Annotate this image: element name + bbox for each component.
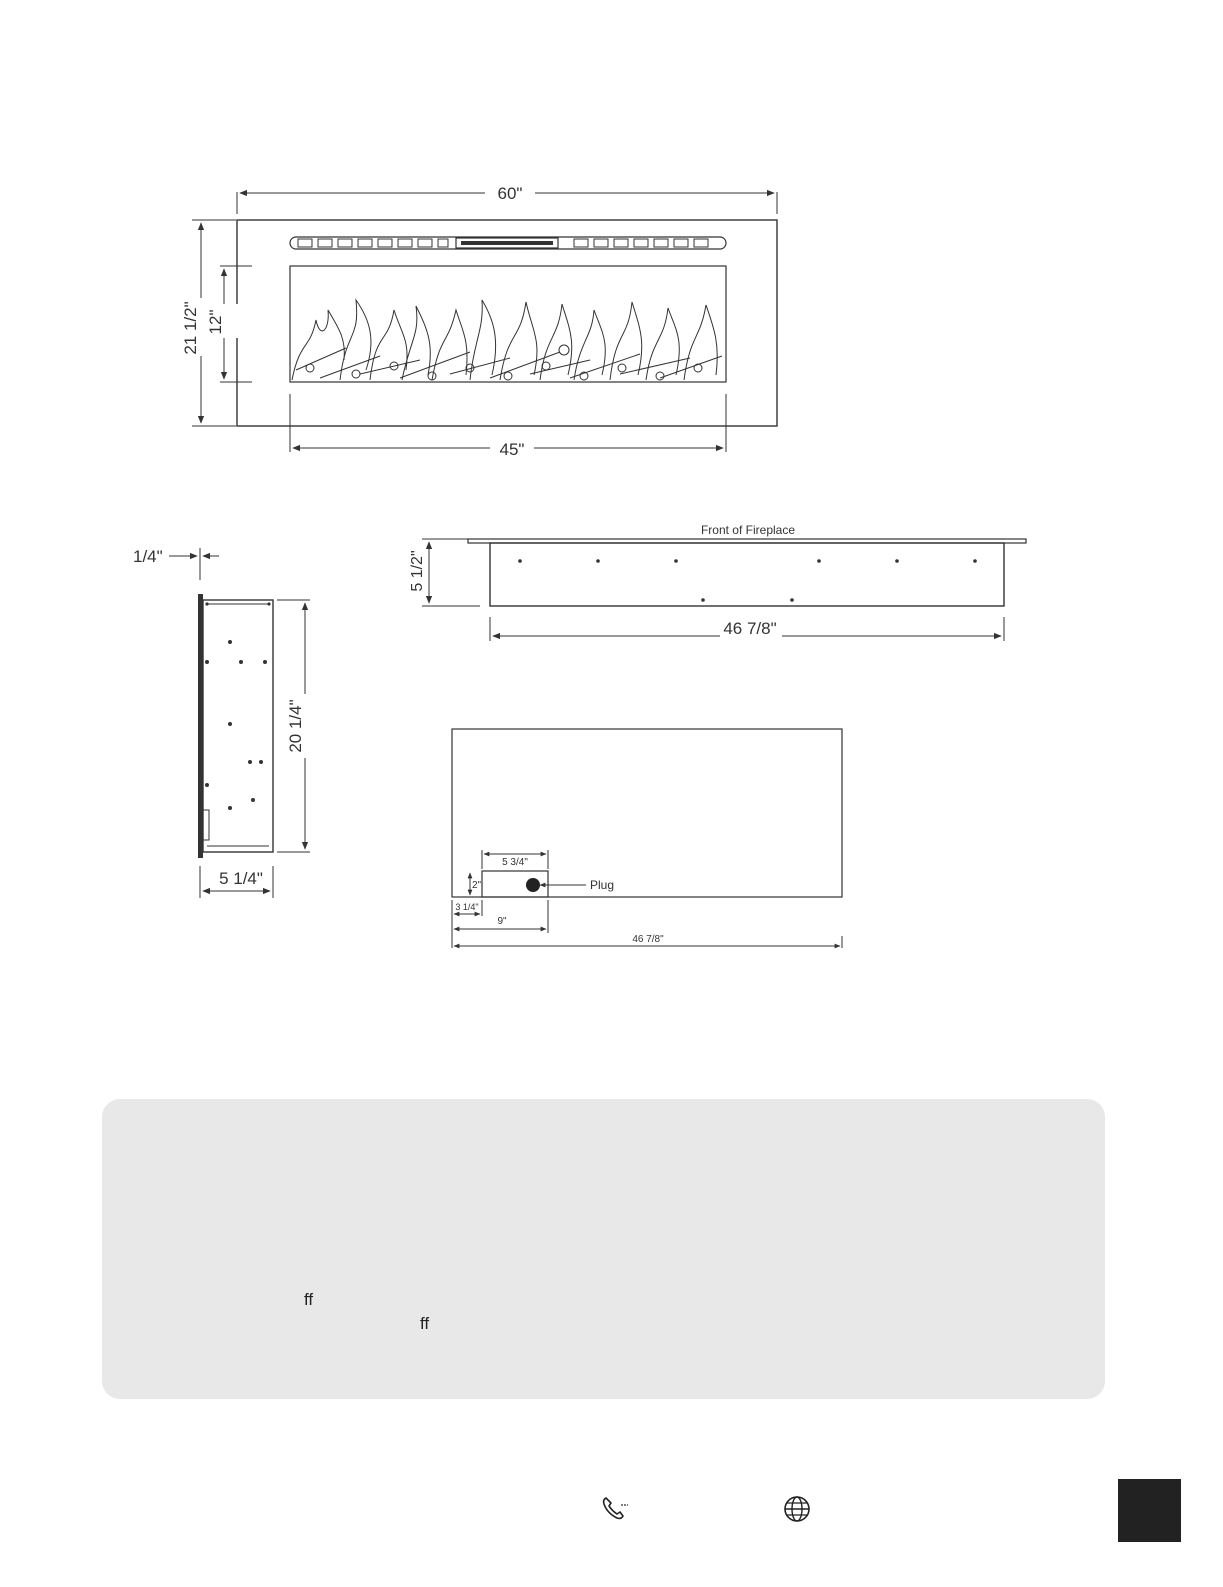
dim-46-label: 46 7/8" <box>723 619 777 638</box>
dim-5-half-label: 5 1/2" <box>409 550 426 592</box>
dim-12-label: 12" <box>206 309 225 335</box>
dim-46b-label: 46 7/8" <box>632 934 664 945</box>
front-view-diagram <box>170 170 810 470</box>
dim-45-label: 45" <box>499 440 525 459</box>
side-body <box>203 600 273 852</box>
front-frame <box>237 220 777 426</box>
dim-60-label: 60" <box>497 184 523 203</box>
back-view-diagram <box>440 720 860 955</box>
front-of-fireplace-label: Front of Fireplace <box>700 523 796 537</box>
flame-logs-art <box>292 300 722 380</box>
dim-2-label: 2" <box>472 880 482 891</box>
dim-5-quarter-label: 5 1/4" <box>219 869 263 888</box>
top-body <box>490 543 1004 606</box>
dim-21-label: 21 1/2" <box>181 301 200 355</box>
side-view-diagram <box>125 540 355 910</box>
info-fragment-1: ff <box>304 1290 314 1309</box>
page-number-box <box>1118 1479 1181 1542</box>
dim-quarter-label: 1/4" <box>133 547 163 566</box>
info-panel <box>102 1099 1105 1399</box>
info-fragment-2: ff <box>420 1314 430 1333</box>
dim-3q-label: 3 1/4" <box>455 902 479 912</box>
phone-icon <box>600 1495 628 1523</box>
globe-icon <box>783 1495 811 1523</box>
plug-dot <box>526 878 540 892</box>
plug-label: Plug <box>590 878 615 892</box>
dim-20-label: 20 1/4" <box>286 699 305 753</box>
back-panel <box>452 729 842 897</box>
side-front-plate <box>198 594 203 858</box>
top-view-diagram <box>400 515 1040 650</box>
dim-9-label: 9" <box>497 916 507 927</box>
dim-5-3q-label: 5 3/4" <box>502 857 528 868</box>
top-vent <box>290 237 726 249</box>
